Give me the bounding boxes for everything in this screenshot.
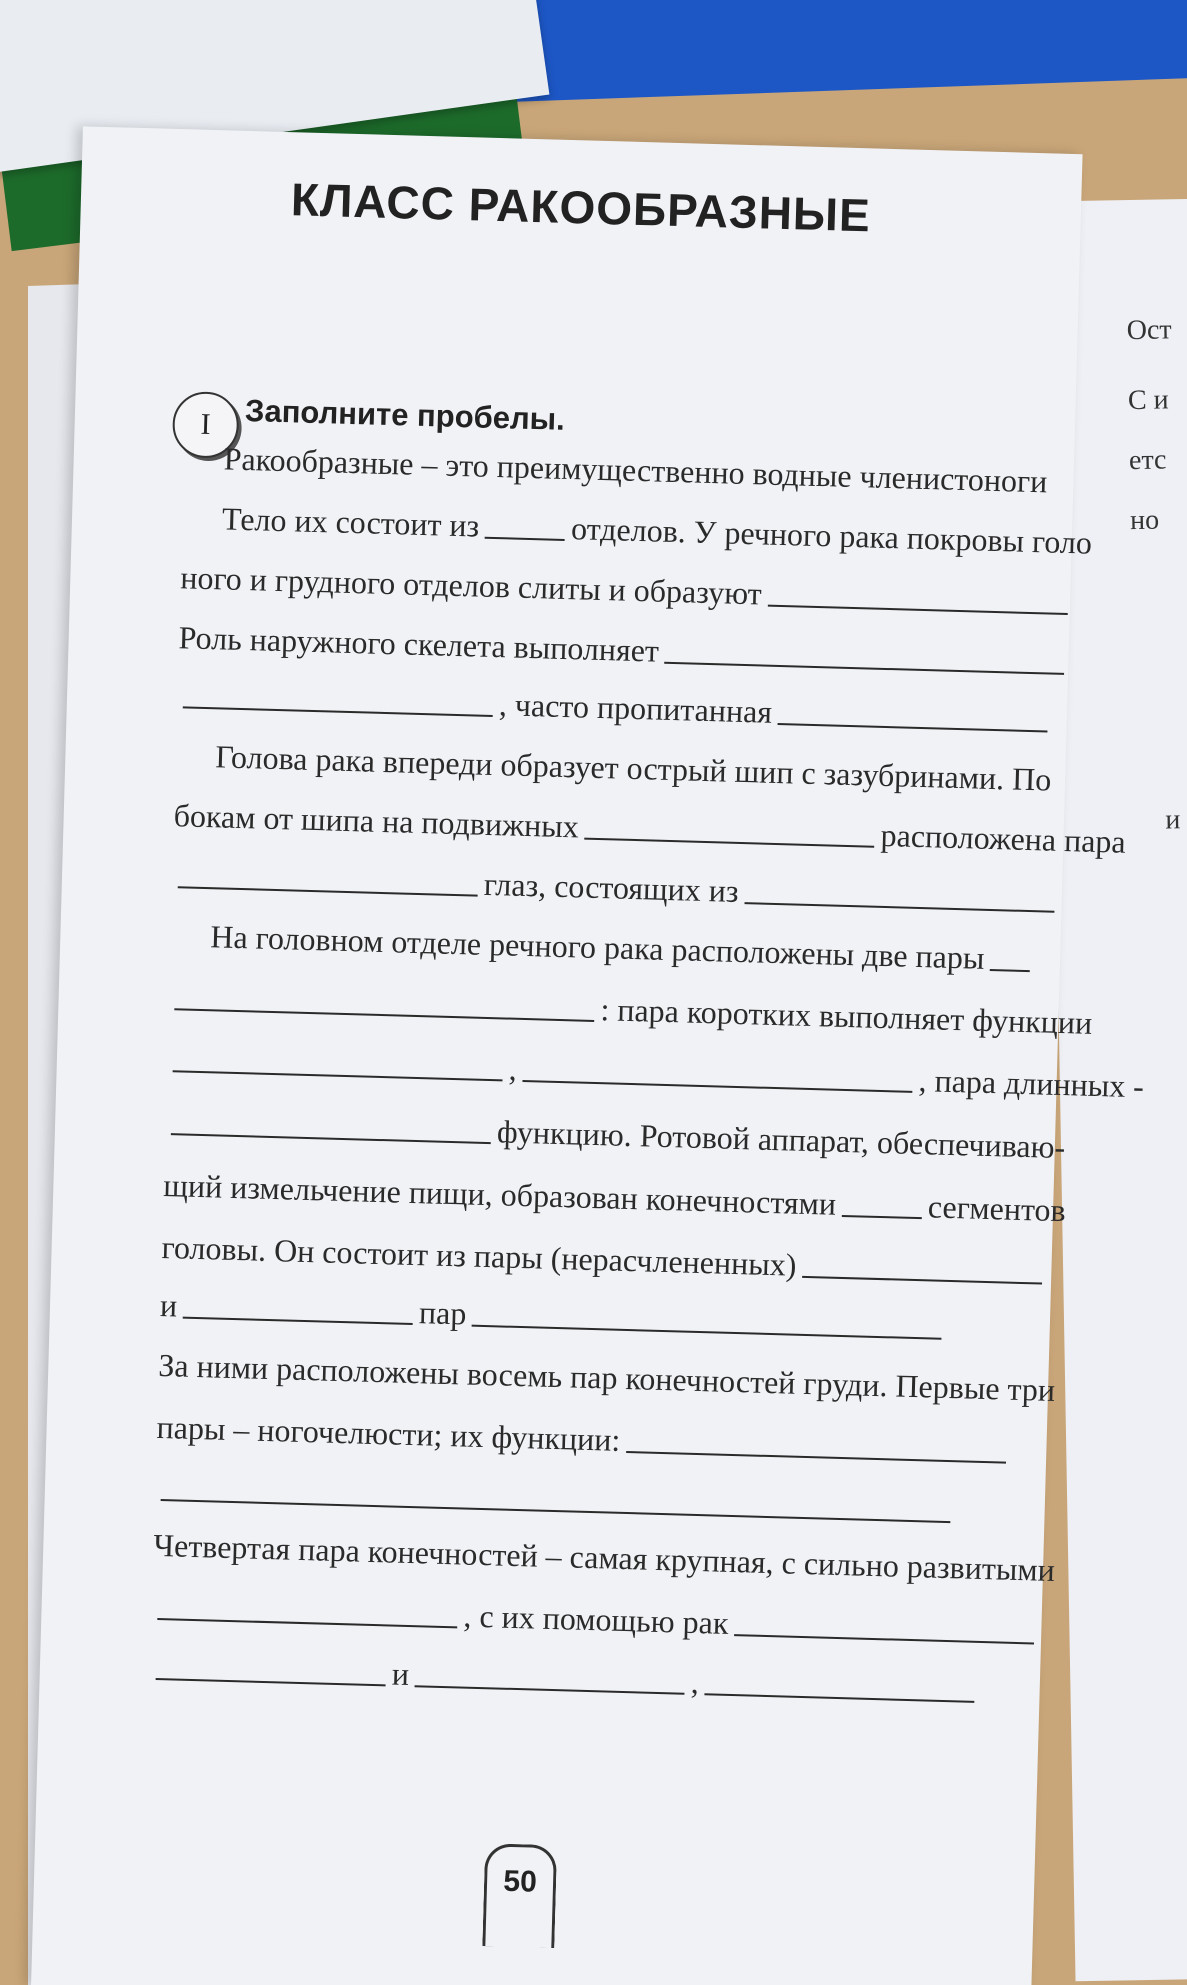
answer-blank[interactable] [485, 537, 565, 541]
page-number: 50 [482, 1843, 557, 1948]
answer-blank[interactable] [173, 1070, 503, 1081]
answer-blank[interactable] [744, 902, 1054, 913]
right-page-text: и [1165, 804, 1181, 836]
text-line-20: и , [149, 1649, 981, 1709]
text-line-5: , часто пропитанная [177, 677, 1055, 738]
text-line-15: и пар [160, 1287, 949, 1346]
text-line-blank-full [154, 1467, 957, 1529]
right-page-text: Ост [1126, 314, 1172, 347]
answer-blank[interactable] [802, 1276, 1042, 1285]
text-line-16: За ними расположены восемь пар конечностей груди. Первые три [157, 1346, 1056, 1408]
task-number-badge: I [172, 391, 240, 459]
answer-blank[interactable] [472, 1325, 942, 1340]
text-line-1: Ракообразные – это преимущественно водные членистоноги [223, 440, 1048, 500]
text-line-8: глаз, состоящих из [172, 857, 1061, 919]
text-line-4: Роль наружного скелета выполняет [178, 619, 1071, 681]
text-line-7: бокам от шипа на подвижных расположена пара [173, 797, 1127, 860]
answer-blank[interactable] [990, 969, 1030, 972]
answer-blank[interactable] [183, 706, 493, 717]
blue-book-background [468, 0, 1187, 103]
right-page-text: етс [1128, 444, 1167, 477]
answer-blank[interactable] [161, 1499, 951, 1523]
answer-blank[interactable] [626, 1451, 1006, 1464]
answer-blank[interactable] [522, 1080, 912, 1093]
answer-blank[interactable] [156, 1678, 386, 1686]
answer-blank[interactable] [183, 1317, 413, 1325]
text-line-19: , с их помощью рак [151, 1589, 1041, 1651]
answer-blank[interactable] [705, 1693, 975, 1703]
text-line-9: На головном отделе речного рака расположены две пары [210, 918, 1037, 978]
answer-blank[interactable] [415, 1685, 685, 1695]
answer-blank[interactable] [665, 662, 1065, 675]
answer-blank[interactable] [734, 1634, 1034, 1644]
right-page-text: С и [1127, 384, 1169, 417]
text-line-17: пары – ногочелюсти; их функции: [156, 1409, 1013, 1470]
text-line-12: функцию. Ротовой аппарат, обеспечиваю- [165, 1104, 1066, 1166]
answer-blank[interactable] [174, 1008, 594, 1022]
answer-blank[interactable] [778, 723, 1048, 733]
text-line-13: щий измельчение пищи, образован конечностями сегментов [162, 1166, 1067, 1229]
right-page-text: но [1129, 504, 1160, 537]
answer-blank[interactable] [767, 605, 1067, 615]
text-line-18: Четвертая пара конечностей – самая крупная, с сильно развитыми [152, 1526, 1056, 1589]
text-line-6: Голова рака впереди образует острый шип с зазубринами. По [214, 738, 1052, 798]
text-line-10: : пара коротких выполняет функции [168, 979, 1093, 1042]
answer-blank[interactable] [157, 1618, 457, 1628]
text-line-3: ного и грудного отделов слиты и образуют [180, 559, 1074, 621]
page-title: КЛАСС РАКООБРАЗНЫЕ [290, 173, 872, 242]
answer-blank[interactable] [842, 1215, 922, 1219]
answer-blank[interactable] [584, 838, 874, 848]
answer-blank[interactable] [171, 1133, 491, 1144]
text-line-14: головы. Он состоит из пары (нерасчлененных) [161, 1229, 1049, 1291]
answer-blank[interactable] [178, 886, 478, 896]
workbook-page [31, 126, 1145, 1985]
text-line-2: Тело их состоит из отделов. У речного рака покровы голо [221, 500, 1093, 561]
text-line-11: , , пара длинных - [166, 1041, 1144, 1105]
task-heading: Заполните пробелы. [244, 392, 566, 437]
